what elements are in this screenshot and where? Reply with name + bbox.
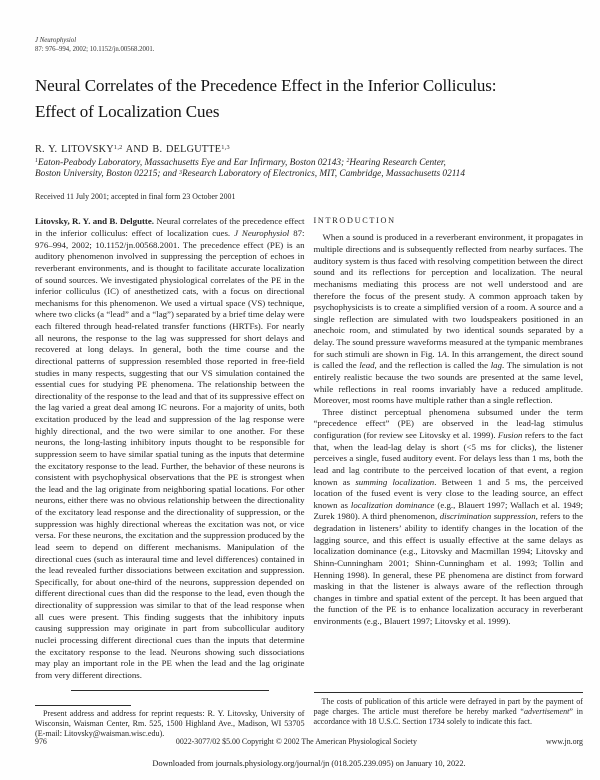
- article-title: [35, 73, 583, 124]
- introduction-section: [314, 216, 584, 627]
- journal-name: J Neurophysiol: [35, 37, 77, 44]
- journal-url: www.jn.org: [545, 737, 583, 747]
- article-title-line-1: Neural Correlates of the Precedence Effect in the Inferior Colliculus:: [35, 76, 497, 95]
- publication-costs-footnote: The costs of publication of this article were defrayed in part by the payment of page charges. The article must therefore be hereby marked “advertisement” in accordance with 18 U.S.C. Section 1734 solely to indicate this fact.: [313, 696, 583, 726]
- abstract-paragraph: Litovsky, R. Y. and B. Delgutte. Neural correlates of the precedence effect in the inferior colliculus: effect of localization cues. J Neurophysiol 87: 976–994, 2002; 10.1152/jn.00568.2001. The precedence effect (PE) is an auditory phenomenon involved in suppressing the perception of echoes in reverberant environments, and is thought to facilitate accurate localization of sound sources. We investigated physiological correlates of the PE in the inferior colliculus (IC) of anesthetized cats, with a focus on directional mechanisms for this phenomenon. We used a virtual space (VS) technique, where two clicks (a “lead” and a “lag”) separated by a brief time delay were each filtered through head-related transfer functions (HRTFs). For nearly all neurons, the response to the lag was suppressed for short delays and recovered at long delays. In general, both the time course and the directional patterns of suppression resembled those reported in free-field studies in many respects, suggesting that our VS simulation contained the essential cues for studying PE phenomena. The relationship between the directionality of the response to the lead and that of its suppressive effect on the lag varied a great deal among IC neurons. For a majority of units, both excitation produced by the lead and suppression of the lag response were highly directional, and the two were similar to one another. For these neurons, the long-lasting inhibitory inputs thought to be responsible for suppression seem to have similar spatial tuning as the inputs that determine the excitatory response to the lead. Further, the behavior of these neurons is consistent with psychophysical observations that the PE is strongest when the lead and the lag originate from neighboring spatial locations. For other neurons, either there was no obvious relationship between the directionality of the excitatory lead response and the directionality of suppression, or the suppression was highly directional whereas the excitation was not, or vice versa. For these neurons, the excitation and the suppression produced by the lead seem to depend on different mechanisms. Manipulation of the directional cues (such as interaural time and level differences) contained in the lead revealed further dissociations between excitation and suppression. Specifically, for about one-third of the neurons, suppression depended on different directional cues than did the response to the lead, even though the directionality of suppression was similar to that of the lead response when all cues were present. This finding suggests that the inhibitory inputs causing suppression may originate in part from subcollicular auditory nuclei processing different directional cues than the inputs that determine the excitatory response to the lead. Neurons showing such dissociations may play an important role in the PE when the lead and the lag originate from very different directions.: [35, 216, 305, 680]
- authors-line: R. Y. LITOVSKY$^{1,2}$ AND B. DELGUTTE$^{1,3}$: [35, 144, 230, 155]
- two-column-body: [35, 216, 584, 739]
- right-column: [314, 216, 584, 726]
- left-column: [35, 216, 305, 739]
- publication-costs-footnote-block: [314, 692, 584, 727]
- introduction-heading: INTRODUCTION: [313, 216, 396, 226]
- journal-citation: 87: 976–994, 2002; 10.1152/jn.00568.2001.: [35, 46, 155, 53]
- introduction-paragraph-1: When a sound is produced in a reverberant environment, it propagates in multiple directions and is subsequently reflected from nearby surfaces. The auditory system is thus faced with resolving competition between the direct sound and its reflections for perception and localization. The neural mechanisms mediating this process are not well understood and are therefore the focus of the present study. A common approach taken by psychophysicists is to create a simplified version of a room. A source and a single reflection are simulated with two loudspeakers positioned in an anechoic room, and stimulated by two identical sounds separated by a delay. The sound pressure waveforms measured at the tympanic membranes for such stimuli are shown in Fig. 1A. In this arrangement, the direct sound is called the lead, and the reflection is called the lag. The simulation is not entirely realistic because the two sounds are presented at the same level, while reflections in real rooms invariably have a reduced amplitude. Moreover, most rooms have multiple rather than a single reflection.: [313, 232, 583, 406]
- introduction-paragraph-2: Three distinct perceptual phenomena subsumed under the term “precedence effect” (PE) are observed in the lead-lag stimulus configuration (for review see Litovsky et al. 1999). Fusion refers to the fact that, when the lead-lag delay is short (<5 ms for clicks), the listener perceives a single, fused auditory event. For delays less than 1 ms, both the lead and lag contribute to the perceived location of that event, a region known as summing localization. Between 1 and 5 ms, the perceived location of the fused event is very close to the leading source, an effect known as localization dominance (e.g., Blauert 1997; Wallach et al. 1949; Zurek 1980). A third phenomenon, discrimination suppression, refers to the degradation in listeners’ ability to identify changes in the location of the lagging source, and this effect is usually effective at the same delays as localization dominance (e.g., Litovsky and Macmillan 1994; Litovsky and Shinn-Cunningham 2001; Shinn-Cunningham et al. 1993; Tollin and Henning 1998). In general, these PE phenomena are distinct from forward masking in that the listener is always aware of the reflection through changes in timbre and spatial extent of the percept. It has been argued that the function of the PE is to enhance localization accuracy in reverberant environments (e.g., Blauert 1997; Litovsky et al. 1999).: [313, 406, 584, 627]
- abstract-end-divider: [71, 690, 269, 691]
- affiliation-line-2: Boston University, Boston 02215; and $^3$Research Laboratory of Electronics, MIT, Cambridge, Massachusetts 02114: [35, 169, 465, 180]
- download-stamp: Downloaded from journals.physiology.org/journal/jn (018.205.239.095) on January 10, 2022.: [152, 759, 466, 769]
- affiliation-line-1: $^1$Eaton-Peabody Laboratory, Massachusetts Eye and Ear Infirmary, Boston 02143; $^2$Hearing Research Center,: [35, 158, 446, 168]
- footnote-separator-rule: [35, 705, 131, 706]
- copyright-line: 0022-3077/02 $5.00 Copyright © 2002 The American Physiological Society: [175, 737, 417, 747]
- reprint-address-footnote: Present address and address for reprint requests: R. Y. Litovsky, University of Wisconsin, Waisman Center, Rm. 525, 1500 Highland Ave., Madison, WI 53705 (E-mail: Litovsky@waisman.wisc.edu).: [35, 709, 305, 739]
- article-title-line-2: Effect of Localization Cues: [35, 101, 220, 121]
- journal-masthead: [35, 0, 583, 54]
- page-number: 976: [35, 737, 47, 747]
- received-accepted-line: Received 11 July 2001; accepted in final form 23 October 2001: [35, 192, 236, 202]
